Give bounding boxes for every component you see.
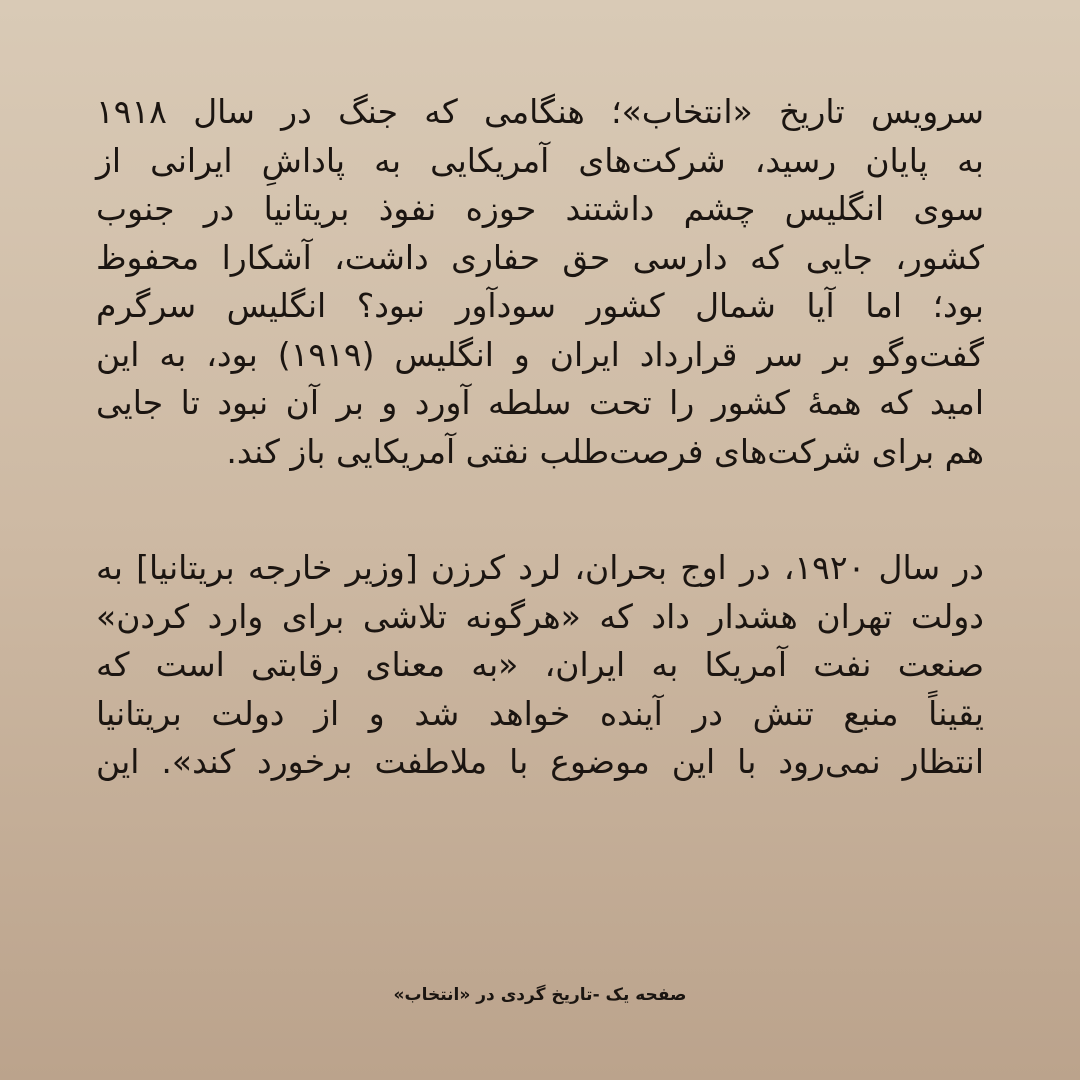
paragraph-1 xyxy=(96,88,984,476)
text-line: بود؛ اما آیا شمال کشور سودآور نبود؟ انگلیس سرگرم xyxy=(96,286,984,325)
text-line: در سال ۱۹۲۰، در اوج بحران، لرد کرزن [وزیر خارجه بریتانیا] به xyxy=(96,548,984,587)
text-line: سوی انگلیس چشم داشتند حوزه نفوذ بریتانیا در جنوب xyxy=(96,189,984,228)
text-line: امید که همهٔ کشور را تحت سلطه آورد و بر آن نبود تا جایی xyxy=(96,383,984,422)
text-line: گفت‌وگو بر سر قرارداد ایران و انگلیس (۱۹۱۹) بود، به این xyxy=(96,334,984,374)
text-line: به پایان رسید، شرکت‌های آمریکایی به پاداشِ ایرانی از xyxy=(96,140,984,180)
article-body xyxy=(96,88,984,787)
text-line: انتظار نمی‌رود با این موضوع با ملاطفت برخورد کند». این xyxy=(96,742,984,781)
text-line: هم برای شرکت‌های فرصت‌طلب نفتی آمریکایی باز کند. xyxy=(226,431,984,471)
text-line: دولت تهران هشدار داد که «هرگونه تلاشی برای وارد کردن» xyxy=(96,596,984,636)
text-line: کشور، جایی که دارسی حق حفاری داشت، آشکارا محفوظ xyxy=(96,237,984,277)
page-footer: صفحه یک -تاریخ گردی در «انتخاب» xyxy=(393,985,687,1005)
text-line: صنعت نفت آمریکا به ایران، «به معنای رقابتی است که xyxy=(96,645,984,684)
text-line: یقیناً منبع تنش در آینده خواهد شد و از دولت بریتانیا xyxy=(96,693,984,733)
paragraph-2 xyxy=(96,544,984,787)
text-line: سرویس تاریخ «انتخاب»؛ هنگامی که جنگ در سال ۱۹۱۸ xyxy=(96,92,984,131)
